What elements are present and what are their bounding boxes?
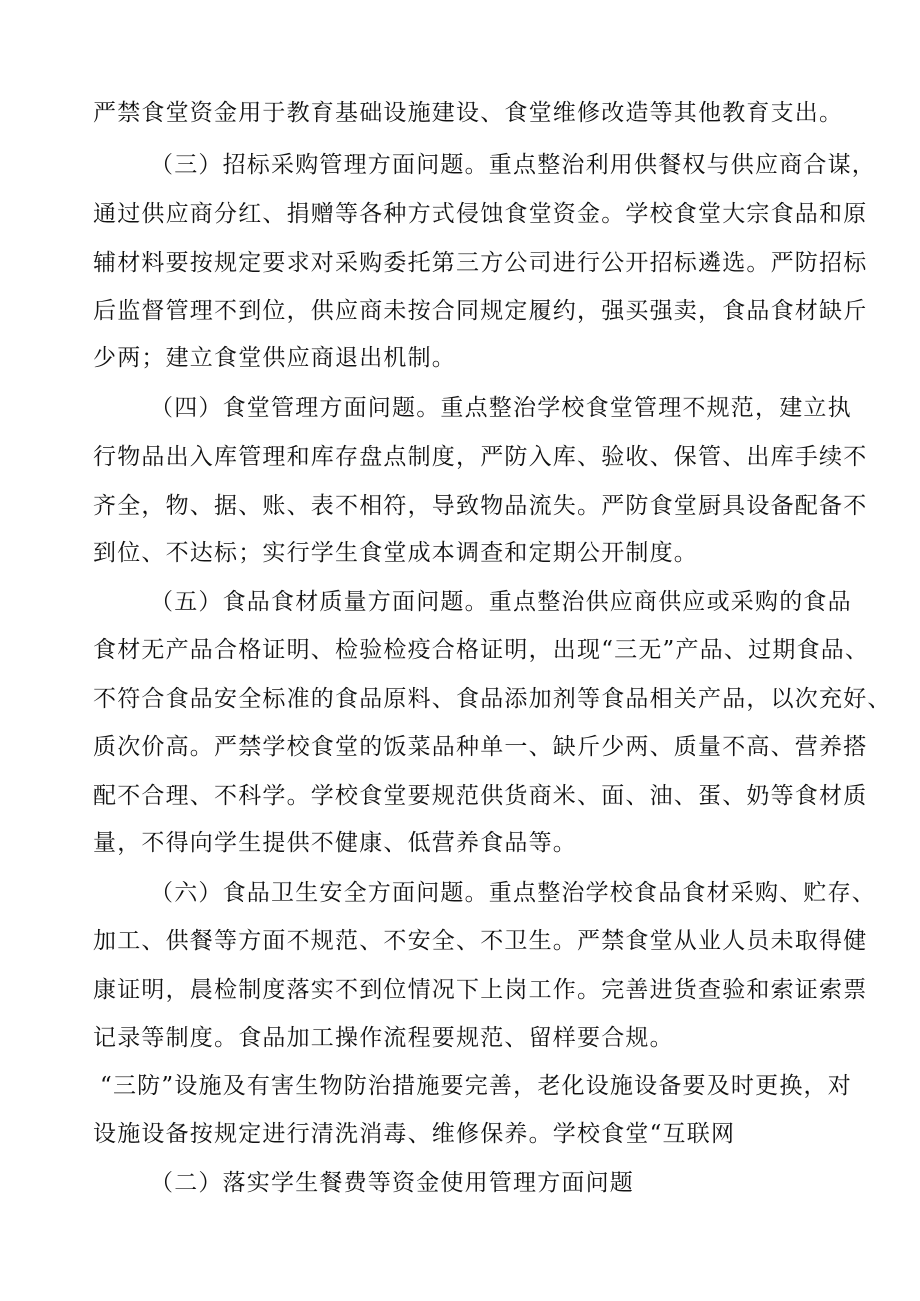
text-line: 齐全，物、据、账、表不相符，导致物品流失。严防食堂厨具设备配备不 [93, 493, 868, 519]
text-line: 到位、不达标；实行学生食堂成本调查和定期公开制度。 [93, 540, 698, 566]
text-line: “三防”设施及有害生物防治措施要完善，老化设施设备要及时更换，对 [100, 1073, 852, 1099]
text-line: 加工、供餐等方面不规范、不安全、不卫生。严禁食堂从业人员未取得健 [93, 928, 868, 954]
text-line: 质次价高。严禁学校食堂的饭菜品种单一、缺斤少两、质量不高、营养搭 [93, 734, 868, 760]
text-line: 康证明，晨检制度落实不到位情况下上岗工作。完善进货查验和索证索票 [93, 977, 868, 1003]
text-line: 通过供应商分红、捐赠等各种方式侵蚀食堂资金。学校食堂大宗食品和原 [93, 201, 868, 227]
section-5-heading-line: （五）食品食材质量方面问题。重点整治供应商供应或采购的食品 [150, 589, 852, 615]
text-line: 配不合理、不科学。学校食堂要规范供货商米、面、油、蛋、奶等食材质 [93, 783, 868, 809]
section-3-heading-line: （三）招标采购管理方面问题。重点整治利用供餐权与供应商合谋， [150, 152, 876, 178]
text-line: 少两；建立食堂供应商退出机制。 [93, 345, 456, 371]
text-line: 辅材料要按规定要求对采购委托第三方公司进行公开招标遴选。严防招标 [93, 250, 868, 276]
text-line: 行物品出入库管理和库存盘点制度，严防入库、验收、保管、出库手续不 [93, 444, 868, 470]
text-line: 设施设备按规定进行清洗消毒、维修保养。学校食堂“互联网 [93, 1121, 736, 1147]
section-4-heading-line: （四）食堂管理方面问题。重点整治学校食堂管理不规范，建立执 [150, 395, 852, 421]
text-line: 食材无产品合格证明、检验检疫合格证明，出现“三无”产品、过期食品、 [93, 637, 870, 663]
text-line: 后监督管理不到位，供应商未按合同规定履约，强买强卖，食品食材缺斤 [93, 298, 868, 324]
text-line: 严禁食堂资金用于教育基础设施建设、食堂维修改造等其他教育支出。 [93, 100, 844, 126]
section-6-heading-line: （六）食品卫生安全方面问题。重点整治学校食品食材采购、贮存、 [150, 880, 876, 906]
text-line: 不符合食品安全标准的食品原料、食品添加剂等食品相关产品，以次充好、 [93, 686, 892, 712]
section-2-heading-line: （二）落实学生餐费等资金使用管理方面问题 [150, 1170, 634, 1196]
text-line: 量，不得向学生提供不健康、低营养食品等。 [93, 830, 577, 856]
text-line: 记录等制度。食品加工操作流程要规范、留样要合规。 [93, 1025, 674, 1051]
